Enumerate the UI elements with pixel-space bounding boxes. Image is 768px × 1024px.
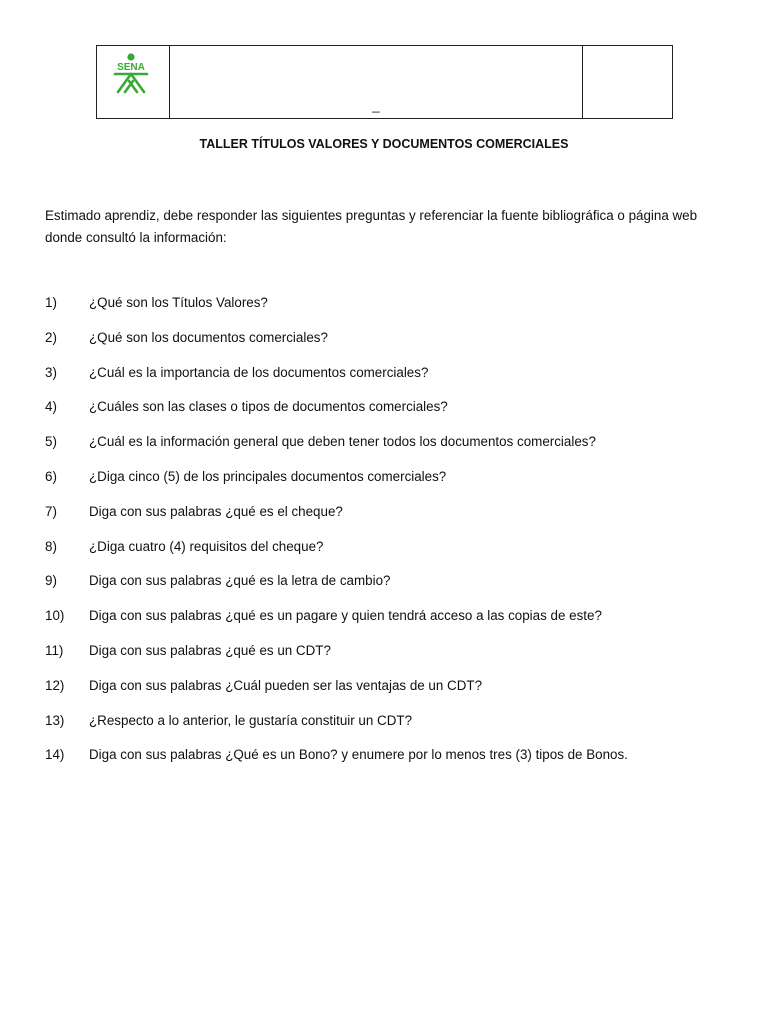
question-number: 8) (45, 538, 57, 554)
question-text: ¿Qué son los documentos comerciales? (89, 329, 328, 345)
header-center-text: _ (372, 98, 380, 113)
question-text: Diga con sus palabras ¿qué es un pagare y quien tendrá acceso a las copias de este? (89, 608, 602, 624)
header-table (96, 45, 673, 119)
list-item (45, 504, 745, 539)
list-item (45, 747, 745, 782)
document-title: TALLER TÍTULOS VALORES Y DOCUMENTOS COMERCIALES (199, 137, 569, 151)
list-item (45, 573, 745, 608)
list-item (45, 678, 745, 713)
question-number: 7) (45, 503, 57, 519)
question-text: ¿Qué son los Títulos Valores? (89, 295, 268, 310)
question-number: 13) (45, 712, 65, 728)
question-number: 10) (45, 608, 65, 624)
header-center-cell (170, 46, 583, 119)
logo-cell (97, 46, 170, 119)
list-item (45, 643, 745, 678)
list-item (45, 713, 745, 748)
question-text: Diga con sus palabras ¿qué es un CDT? (89, 642, 331, 658)
question-text: ¿Cuál es la información general que deben tener todos los documentos comerciales? (89, 434, 596, 450)
question-number: 3) (45, 364, 57, 380)
question-text: Diga con sus palabras ¿Cuál pueden ser las ventajas de un CDT? (89, 677, 483, 693)
question-number: 2) (45, 329, 57, 345)
intro-paragraph: Estimado aprendiz, debe responder las siguientes preguntas y referenciar la fuente bibliográfica o página web donde consultó la información: (45, 208, 698, 245)
list-item (45, 608, 745, 643)
header-right-cell (583, 46, 673, 119)
list-item (45, 469, 745, 504)
question-number: 1) (45, 295, 57, 310)
question-number: 12) (45, 677, 65, 693)
question-text: ¿Diga cinco (5) de los principales documentos comerciales? (89, 468, 447, 484)
question-text: ¿Cuál es la importancia de los documentos comerciales? (89, 364, 429, 380)
questions-list (45, 295, 745, 782)
sena-logo-icon (109, 52, 153, 96)
question-number: 9) (45, 573, 57, 589)
question-number: 6) (45, 468, 57, 484)
question-text: ¿Diga cuatro (4) requisitos del cheque? (89, 538, 324, 554)
question-text: Diga con sus palabras ¿Qué es un Bono? y enumere por lo menos tres (3) tipos de Bonos. (89, 747, 628, 763)
svg-text:SENA: SENA (117, 62, 145, 73)
list-item (45, 434, 745, 469)
question-number: 4) (45, 399, 57, 415)
question-text: Diga con sus palabras ¿qué es el cheque? (89, 503, 343, 519)
list-item (45, 539, 745, 574)
list-item (45, 365, 745, 400)
question-number: 5) (45, 434, 57, 450)
list-item (45, 295, 745, 330)
list-item (45, 330, 745, 365)
question-number: 14) (45, 747, 65, 763)
question-text: ¿Respecto a lo anterior, le gustaría constituir un CDT? (89, 712, 413, 728)
question-text: ¿Cuáles son las clases o tipos de documentos comerciales? (89, 399, 448, 415)
question-text: Diga con sus palabras ¿qué es la letra de cambio? (89, 573, 391, 589)
question-number: 11) (45, 642, 64, 658)
list-item (45, 399, 745, 434)
